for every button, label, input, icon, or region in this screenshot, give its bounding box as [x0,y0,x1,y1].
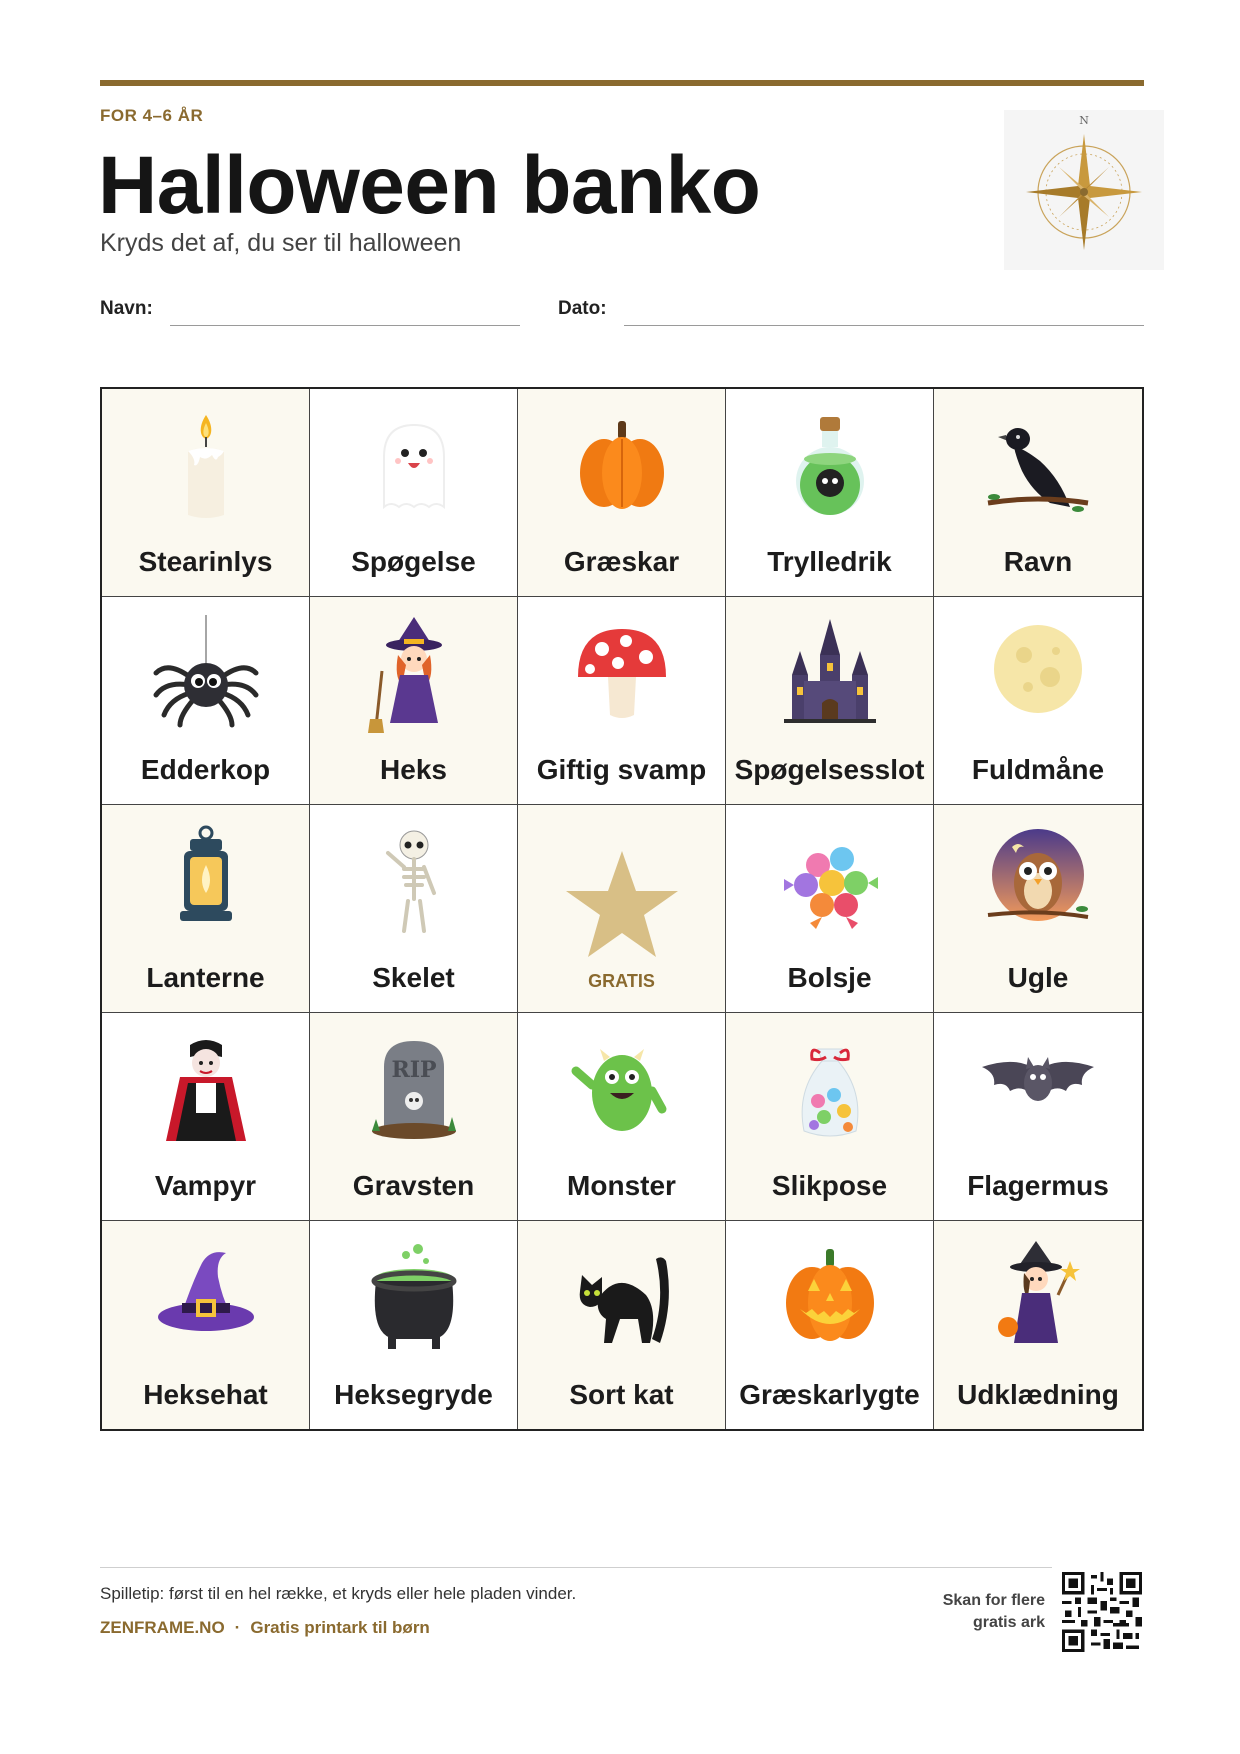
raven-icon [978,407,1098,527]
page-title: Halloween banko [98,140,761,231]
top-rule [100,80,1144,86]
bat-icon [978,1031,1098,1151]
vampire-icon [146,1031,266,1151]
date-label: Dato: [558,298,607,319]
cell-gratis[interactable] [518,805,726,1013]
candy-bag-icon [770,1031,890,1151]
qr-code-icon[interactable] [1062,1572,1142,1652]
free-space-label: GRATIS [588,971,655,991]
page-subtitle: Kryds det af, du ser til halloween [100,229,462,257]
cell-stearinlys[interactable] [102,389,310,597]
cell-label: Vampyr [154,1170,257,1201]
cell-label: Heks [380,754,447,785]
cell-label: Ravn [1003,546,1073,577]
cell-trylledrik[interactable] [726,389,934,597]
cell-label: Heksehat [143,1379,268,1410]
cell-ugle[interactable] [934,805,1142,1013]
potion-icon [770,407,890,527]
scan-line-2: gratis ark [972,1614,1045,1632]
cell-gravsten[interactable] [310,1013,518,1221]
compass-north-letter: N [1079,114,1089,127]
cell-sort-kat[interactable] [518,1221,726,1429]
cell-vampyr[interactable] [102,1013,310,1221]
star-icon [562,845,682,965]
cell-label: Lanterne [146,962,265,993]
cell-fuldmane[interactable] [934,597,1142,805]
spider-icon [146,615,266,735]
brand-line [100,1618,430,1638]
jack-o-lantern-icon [770,1239,890,1359]
name-line[interactable] [170,325,520,326]
mushroom-icon [562,615,682,735]
bingo-grid [100,387,1144,1431]
cell-label: Flagermus [967,1170,1109,1201]
cell-heks[interactable] [310,597,518,805]
castle-icon [770,615,890,735]
brand-separator: · [234,1618,241,1637]
cell-bolsje[interactable] [726,805,934,1013]
cell-edderkop[interactable] [102,597,310,805]
cell-spogelse[interactable] [310,389,518,597]
cell-label: Spøgelse [351,546,476,577]
lantern-icon [146,823,266,943]
witch-hat-icon [146,1239,266,1359]
full-moon-icon [978,615,1098,735]
rip-text: RIP [390,1057,437,1083]
costume-icon [978,1239,1098,1359]
cell-label: Gravsten [352,1170,475,1201]
black-cat-icon [562,1239,682,1359]
cell-label: Sort kat [569,1379,674,1410]
monster-icon [562,1031,682,1151]
date-line[interactable] [624,325,1144,326]
cell-label: Stearinlys [138,546,273,577]
ghost-icon [354,407,474,527]
cell-label: Slikpose [771,1170,888,1201]
cell-label: Spøgelsesslot [734,754,925,785]
pumpkin-icon [562,407,682,527]
witch-icon [354,615,474,735]
cell-label: Fuldmåne [971,754,1105,785]
skeleton-icon [354,823,474,943]
name-label: Navn: [100,298,153,319]
compass-rose-icon [1004,110,1164,270]
age-label: FOR 4–6 ÅR [100,106,204,125]
cell-udklaedning[interactable] [934,1221,1142,1429]
scan-line-1: Skan for flere [942,1592,1045,1609]
cell-label: Ugle [1007,962,1069,993]
cell-graeskar[interactable] [518,389,726,597]
cell-heksegryde[interactable] [310,1221,518,1429]
cell-slikpose[interactable] [726,1013,934,1221]
cell-spogelsesslot[interactable] [726,597,934,805]
cell-label: Græskar [563,546,680,577]
candy-icon [770,823,890,943]
cell-lanterne[interactable] [102,805,310,1013]
cell-label: Trylledrik [767,546,892,577]
cell-label: Edderkop [140,754,271,785]
cell-label: Heksegryde [334,1379,493,1410]
footer-rule [100,1567,1052,1568]
cell-graeskarlygte[interactable] [726,1221,934,1429]
cell-label: Græskarlygte [739,1379,920,1410]
cell-flagermus[interactable] [934,1013,1142,1221]
cell-label: Bolsje [787,962,872,993]
gravestone-icon [354,1031,474,1151]
cauldron-icon [354,1239,474,1359]
cell-heksehat[interactable] [102,1221,310,1429]
candle-icon [146,407,266,527]
cell-label: Udklædning [957,1379,1119,1410]
game-tip: Spilletip: først til en hel række, et kryds eller hele pladen vinder. [100,1584,577,1603]
cell-label: Monster [567,1170,676,1201]
cell-label: Skelet [372,962,455,993]
brand-tagline: Gratis printark til børn [250,1618,430,1637]
cell-giftig-svamp[interactable] [518,597,726,805]
owl-icon [978,823,1098,943]
cell-skelet[interactable] [310,805,518,1013]
cell-ravn[interactable] [934,389,1142,597]
cell-monster[interactable] [518,1013,726,1221]
cell-label: Giftig svamp [536,754,707,785]
scan-text [943,1590,1045,1635]
brand-link[interactable]: ZENFRAME.NO [100,1618,225,1637]
